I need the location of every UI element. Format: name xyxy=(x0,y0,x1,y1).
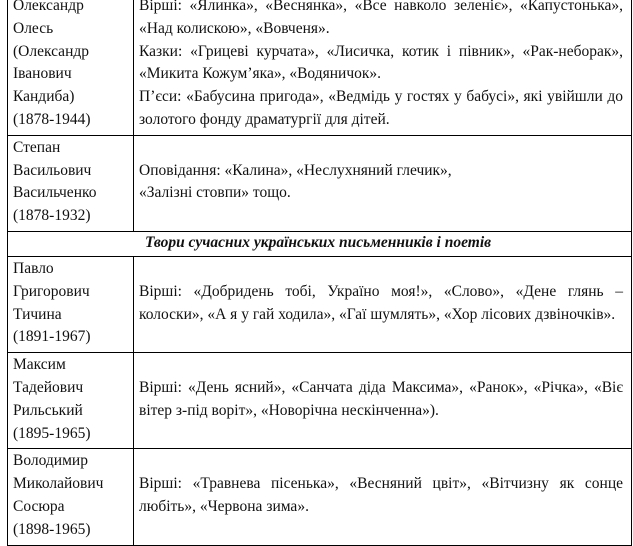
author-line: (1878-1944) xyxy=(13,110,91,128)
author-line: Максим xyxy=(13,356,66,374)
author-line: (1878-1932) xyxy=(13,207,91,225)
works-line: Оповідання: «Калина», «Неслухняний глечик», xyxy=(139,161,452,179)
author-line: Григорович xyxy=(13,282,90,300)
works-line: Вірші: «Ялинка», «Веснянка», «Все навколо зеленіє», «Капустонька», «Над колискою», «Вовченя». xyxy=(139,0,623,37)
works-line: Вірші: «Травнева пісенька», «Весняний цвіт», «Вітчизну як сонце любіть», «Червона зима». xyxy=(139,475,623,515)
table-row xyxy=(8,449,632,545)
author-cell xyxy=(8,449,134,545)
works-line: Вірші: «Добридень тобі, Україно моя!», «Слово», «Дене глянь – колоски», «А я у гай ходила», «Гаї шумлять», «Хор лісових дзвіночків». xyxy=(139,282,623,323)
section-heading: Твори сучасних українських письменників і поетів xyxy=(8,231,632,256)
author-line: (1898-1965) xyxy=(13,520,91,538)
table-row xyxy=(8,353,632,449)
author-line: (1891-1967) xyxy=(13,328,91,346)
author-cell xyxy=(8,256,134,352)
author-line: Сосюра xyxy=(13,497,65,515)
table-row xyxy=(8,135,632,231)
works-line: «Залізні стовпи» тощо. xyxy=(139,184,291,202)
author-line: Рильський xyxy=(13,401,83,419)
author-line: Іванович xyxy=(13,65,72,83)
author-cell xyxy=(8,0,134,135)
author-line: (1895-1965) xyxy=(13,424,91,442)
section-heading-row xyxy=(8,231,632,256)
works-line: Вірші: «День ясний», «Санчата діда Максима», «Ранок», «Річка», «Віє вітер з-під воріт», «Новорічна нескінченна»). xyxy=(139,378,623,419)
works-line: Казки: «Грицеві курчата», «Лисичка, котик і півник», «Рак-неборак», «Микита Кожум’яка», «Водяничок». xyxy=(139,42,623,83)
works-cell xyxy=(134,135,632,231)
author-line: Олесь xyxy=(13,19,54,37)
author-line: Тадейович xyxy=(13,378,84,396)
author-line: Олександр xyxy=(13,0,84,14)
table-row xyxy=(8,256,632,352)
literature-table xyxy=(7,0,632,546)
works-cell xyxy=(134,353,632,449)
author-line: Степан xyxy=(13,138,61,156)
author-cell xyxy=(8,135,134,231)
works-line: П’єси: «Бабусина пригода», «Ведмідь у гостях у бабусі», які увійшли до золотого фонду драматургії для дітей. xyxy=(139,88,623,128)
author-line: Васильович xyxy=(13,161,92,179)
author-line: Кандиба) xyxy=(13,88,75,106)
author-line: Миколайович xyxy=(13,475,104,493)
author-line: Васильченко xyxy=(13,184,97,202)
table-row xyxy=(8,0,632,135)
works-cell xyxy=(134,0,632,135)
author-line: (Олександр xyxy=(13,42,89,60)
author-line: Тичина xyxy=(13,305,62,323)
works-cell xyxy=(134,449,632,545)
author-line: Павло xyxy=(13,259,54,277)
author-line: Володимир xyxy=(13,452,88,470)
works-cell xyxy=(134,256,632,352)
author-cell xyxy=(8,353,134,449)
